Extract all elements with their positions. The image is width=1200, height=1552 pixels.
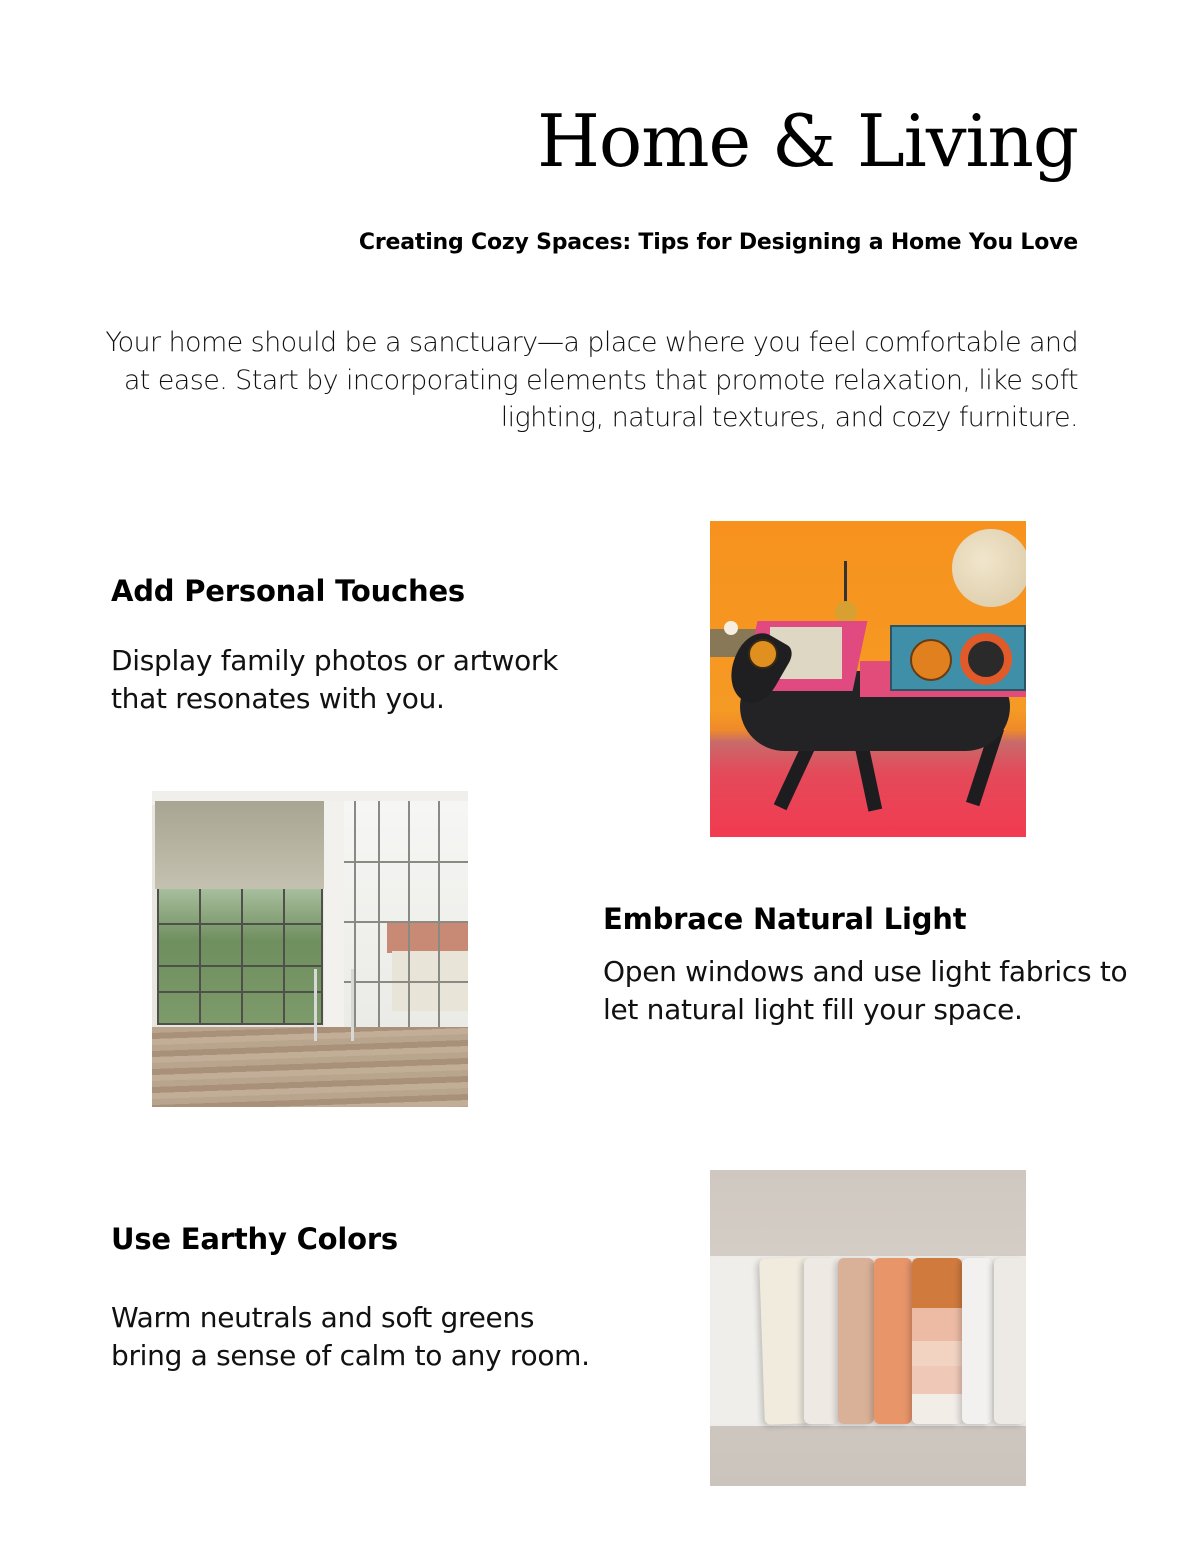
swatch-card — [962, 1258, 992, 1424]
room-wood-floor — [152, 1027, 468, 1107]
section-body-personal-touches: Display family photos or artwork that resonates with you. — [111, 644, 559, 715]
art-moon — [952, 529, 1026, 607]
bright-room-image — [152, 791, 468, 1107]
section-heading-earthy-colors: Use Earthy Colors — [111, 1222, 398, 1256]
page-subtitle: Creating Cozy Spaces: Tips for Designing a Home You Love — [358, 230, 1078, 255]
art-porthole — [910, 639, 952, 681]
paint-swatches-image — [710, 1170, 1026, 1486]
art-porthole — [960, 633, 1012, 685]
horse-artwork-image — [710, 521, 1026, 837]
room-step-ladder — [314, 969, 354, 1041]
art-sun — [724, 621, 738, 635]
room-left-window — [157, 885, 323, 1025]
room-roller-blind — [155, 801, 325, 889]
section-body-natural-light: Open windows and use light fabrics to let natural light fill your space. — [603, 955, 1128, 1026]
swatch-card — [804, 1258, 838, 1424]
swatch-card-gradient — [912, 1258, 962, 1424]
art-goggle — [748, 639, 778, 669]
section-heading-natural-light: Embrace Natural Light — [603, 902, 967, 936]
swatch-card — [838, 1258, 874, 1424]
swatch-card — [874, 1258, 912, 1424]
art-orb — [835, 601, 857, 623]
intro-paragraph: Your home should be a sanctuary—a place where you feel comfortable and at ease. Start by incorporating elements that promote relaxation, like soft lighting, natural textures, and cozy furniture. — [105, 327, 1078, 433]
swatch-card — [710, 1258, 758, 1424]
section-body-earthy-colors: Warm neutrals and soft greens bring a sense of calm to any room. — [111, 1301, 590, 1372]
page-title: Home & Living — [537, 99, 1078, 183]
swatch-card — [994, 1258, 1026, 1424]
section-heading-personal-touches: Add Personal Touches — [111, 574, 465, 608]
